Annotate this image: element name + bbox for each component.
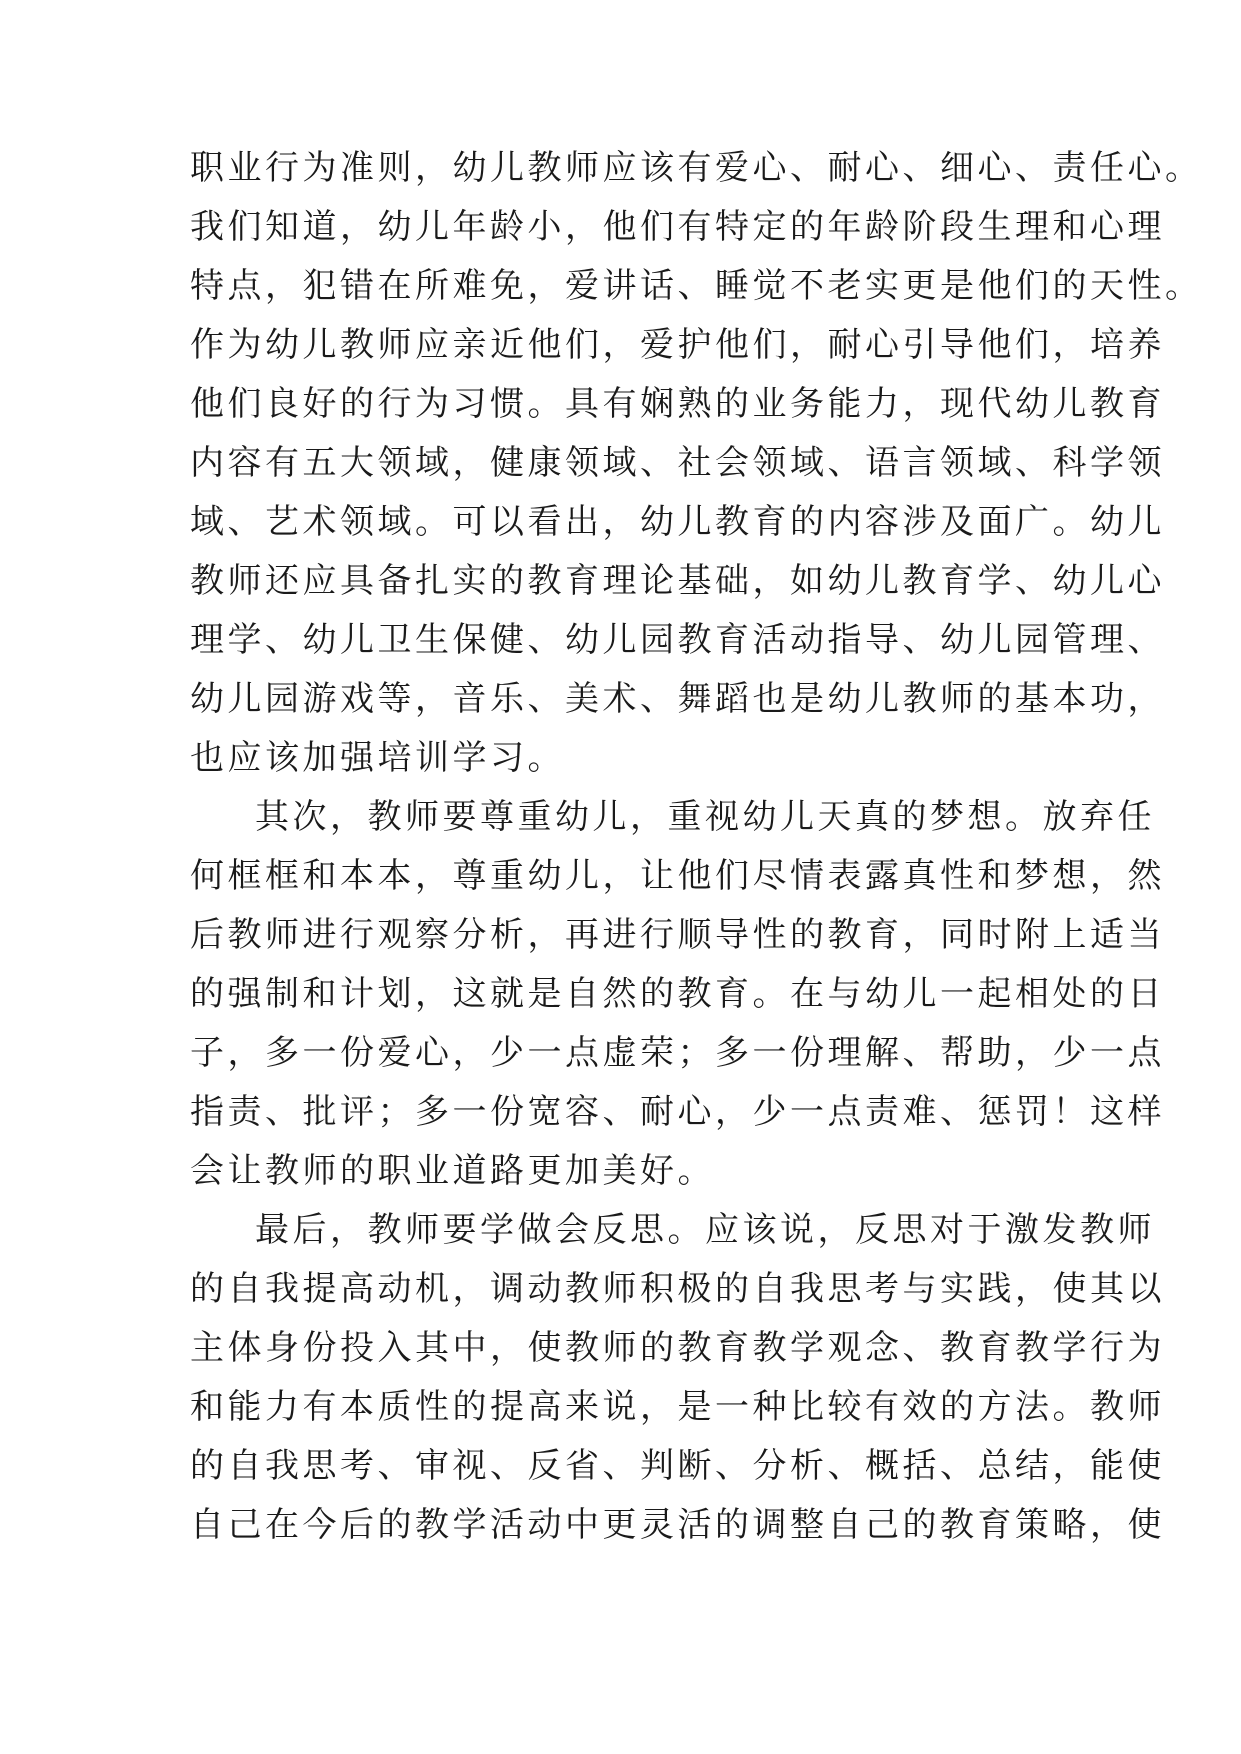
text-line: 也应该加强培训学习。 [190, 738, 565, 778]
paragraph-first-line: 最后，教师要学做会反思。应该说，反思对于激发教师 [255, 1210, 1155, 1250]
text-line: 的自我思考、审视、反省、判断、分析、概括、总结，能使 [190, 1446, 1165, 1486]
text-line: 理学、幼儿卫生保健、幼儿园教育活动指导、幼儿园管理、 [190, 620, 1165, 660]
text-line: 内容有五大领域，健康领域、社会领域、语言领域、科学领 [190, 443, 1165, 483]
text-line: 教师还应具备扎实的教育理论基础，如幼儿教育学、幼儿心 [190, 561, 1165, 601]
text-line: 域、艺术领域。可以看出，幼儿教育的内容涉及面广。幼儿 [190, 502, 1165, 542]
paragraph-first-line: 其次，教师要尊重幼儿，重视幼儿天真的梦想。放弃任 [255, 797, 1155, 837]
text-line: 我们知道，幼儿年龄小，他们有特定的年龄阶段生理和心理 [190, 207, 1165, 247]
text-line: 幼儿园游戏等，音乐、美术、舞蹈也是幼儿教师的基本功， [190, 679, 1165, 719]
text-line: 他们良好的行为习惯。具有娴熟的业务能力，现代幼儿教育 [190, 384, 1165, 424]
text-line: 特点，犯错在所难免，爱讲话、睡觉不老实更是他们的天性。 [190, 266, 1203, 306]
text-line: 主体身份投入其中，使教师的教育教学观念、教育教学行为 [190, 1328, 1165, 1368]
text-line: 的强制和计划，这就是自然的教育。在与幼儿一起相处的日 [190, 974, 1165, 1014]
text-line: 作为幼儿教师应亲近他们，爱护他们，耐心引导他们，培养 [190, 325, 1165, 365]
text-line: 的自我提高动机，调动教师积极的自我思考与实践，使其以 [190, 1269, 1165, 1309]
text-line: 何框框和本本，尊重幼儿，让他们尽情表露真性和梦想，然 [190, 856, 1165, 896]
text-line: 子，多一份爱心，少一点虚荣；多一份理解、帮助，少一点 [190, 1033, 1165, 1073]
text-line: 指责、批评；多一份宽容、耐心，少一点责难、惩罚！这样 [190, 1092, 1165, 1132]
text-line: 会让教师的职业道路更加美好。 [190, 1151, 715, 1191]
text-line: 后教师进行观察分析，再进行顺导性的教育，同时附上适当 [190, 915, 1165, 955]
text-line: 自己在今后的教学活动中更灵活的调整自己的教育策略，使 [190, 1505, 1165, 1545]
text-line: 职业行为准则，幼儿教师应该有爱心、耐心、细心、责任心。 [190, 148, 1203, 188]
text-line: 和能力有本质性的提高来说，是一种比较有效的方法。教师 [190, 1387, 1165, 1427]
